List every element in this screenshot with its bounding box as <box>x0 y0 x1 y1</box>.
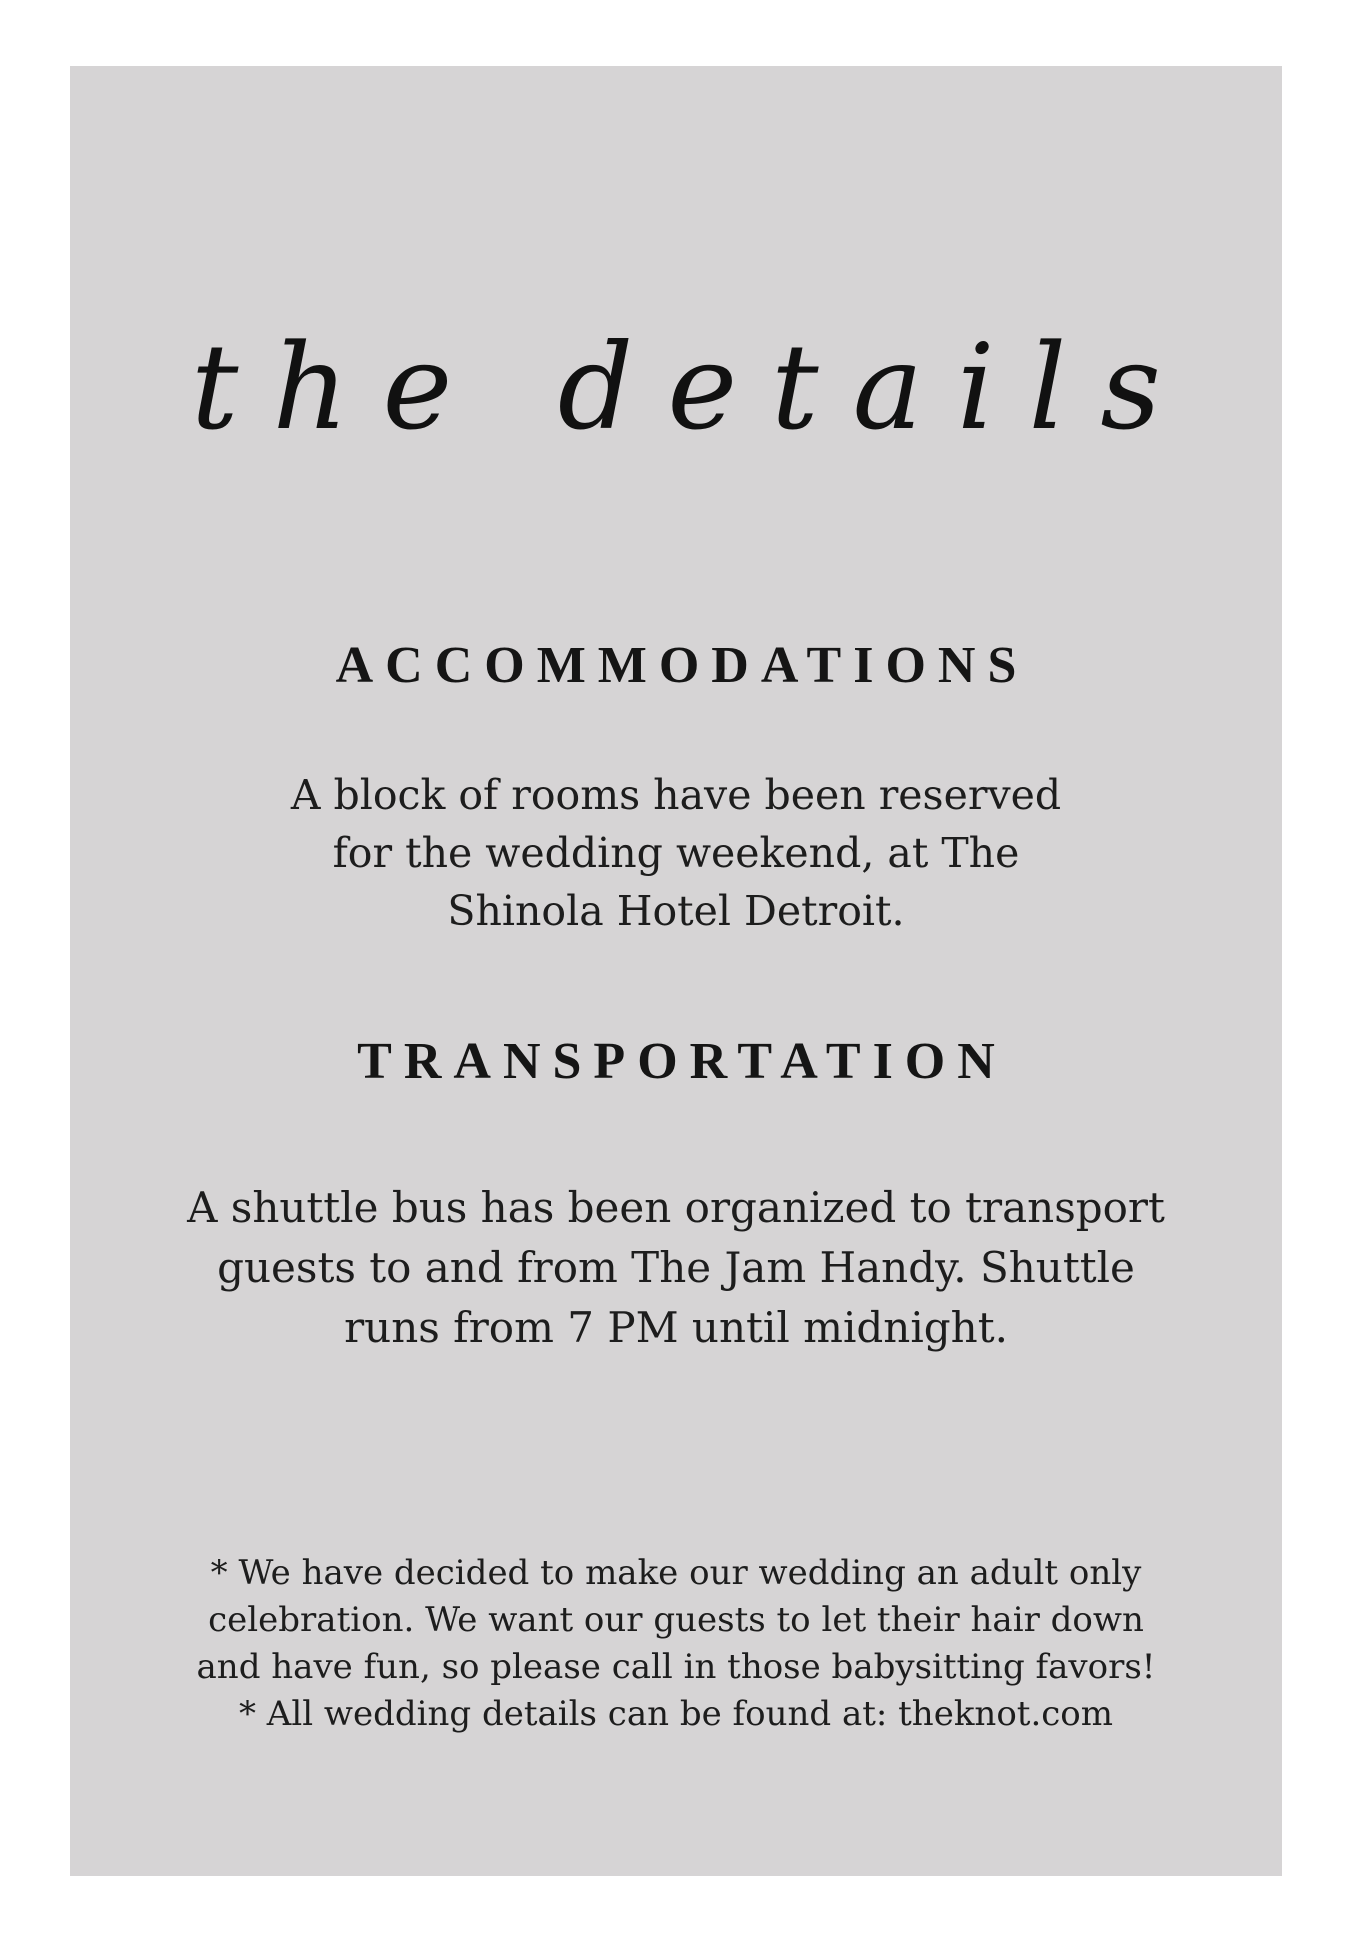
transportation-heading: TRANSPORTATION <box>357 1033 1007 1090</box>
accommodations-heading: ACCOMMODATIONS <box>335 637 1029 694</box>
notes-line: celebration. We want our guests to let their hair down <box>208 1600 1144 1640</box>
card-title: the details <box>191 318 1195 456</box>
accommodations-text <box>70 766 1282 940</box>
notes-line: and have fun, so please call in those babysitting favors! <box>196 1647 1156 1687</box>
accommodations-line: A block of rooms have been reserved <box>290 771 1062 819</box>
transportation-text <box>70 1178 1282 1358</box>
accommodations-line: Shinola Hotel Detroit. <box>447 887 905 935</box>
details-card <box>70 66 1282 1876</box>
transportation-line: runs from 7 PM until midnight. <box>344 1303 1008 1352</box>
notes-line: * All wedding details can be found at: theknot.com <box>238 1694 1114 1734</box>
accommodations-line: for the wedding weekend, at The <box>332 829 1020 877</box>
transportation-line: guests to and from The Jam Handy. Shuttle <box>217 1243 1135 1292</box>
notes-text <box>70 1550 1282 1738</box>
transportation-line: A shuttle bus has been organized to transport <box>187 1183 1165 1232</box>
notes-line: * We have decided to make our wedding an adult only <box>210 1553 1142 1593</box>
